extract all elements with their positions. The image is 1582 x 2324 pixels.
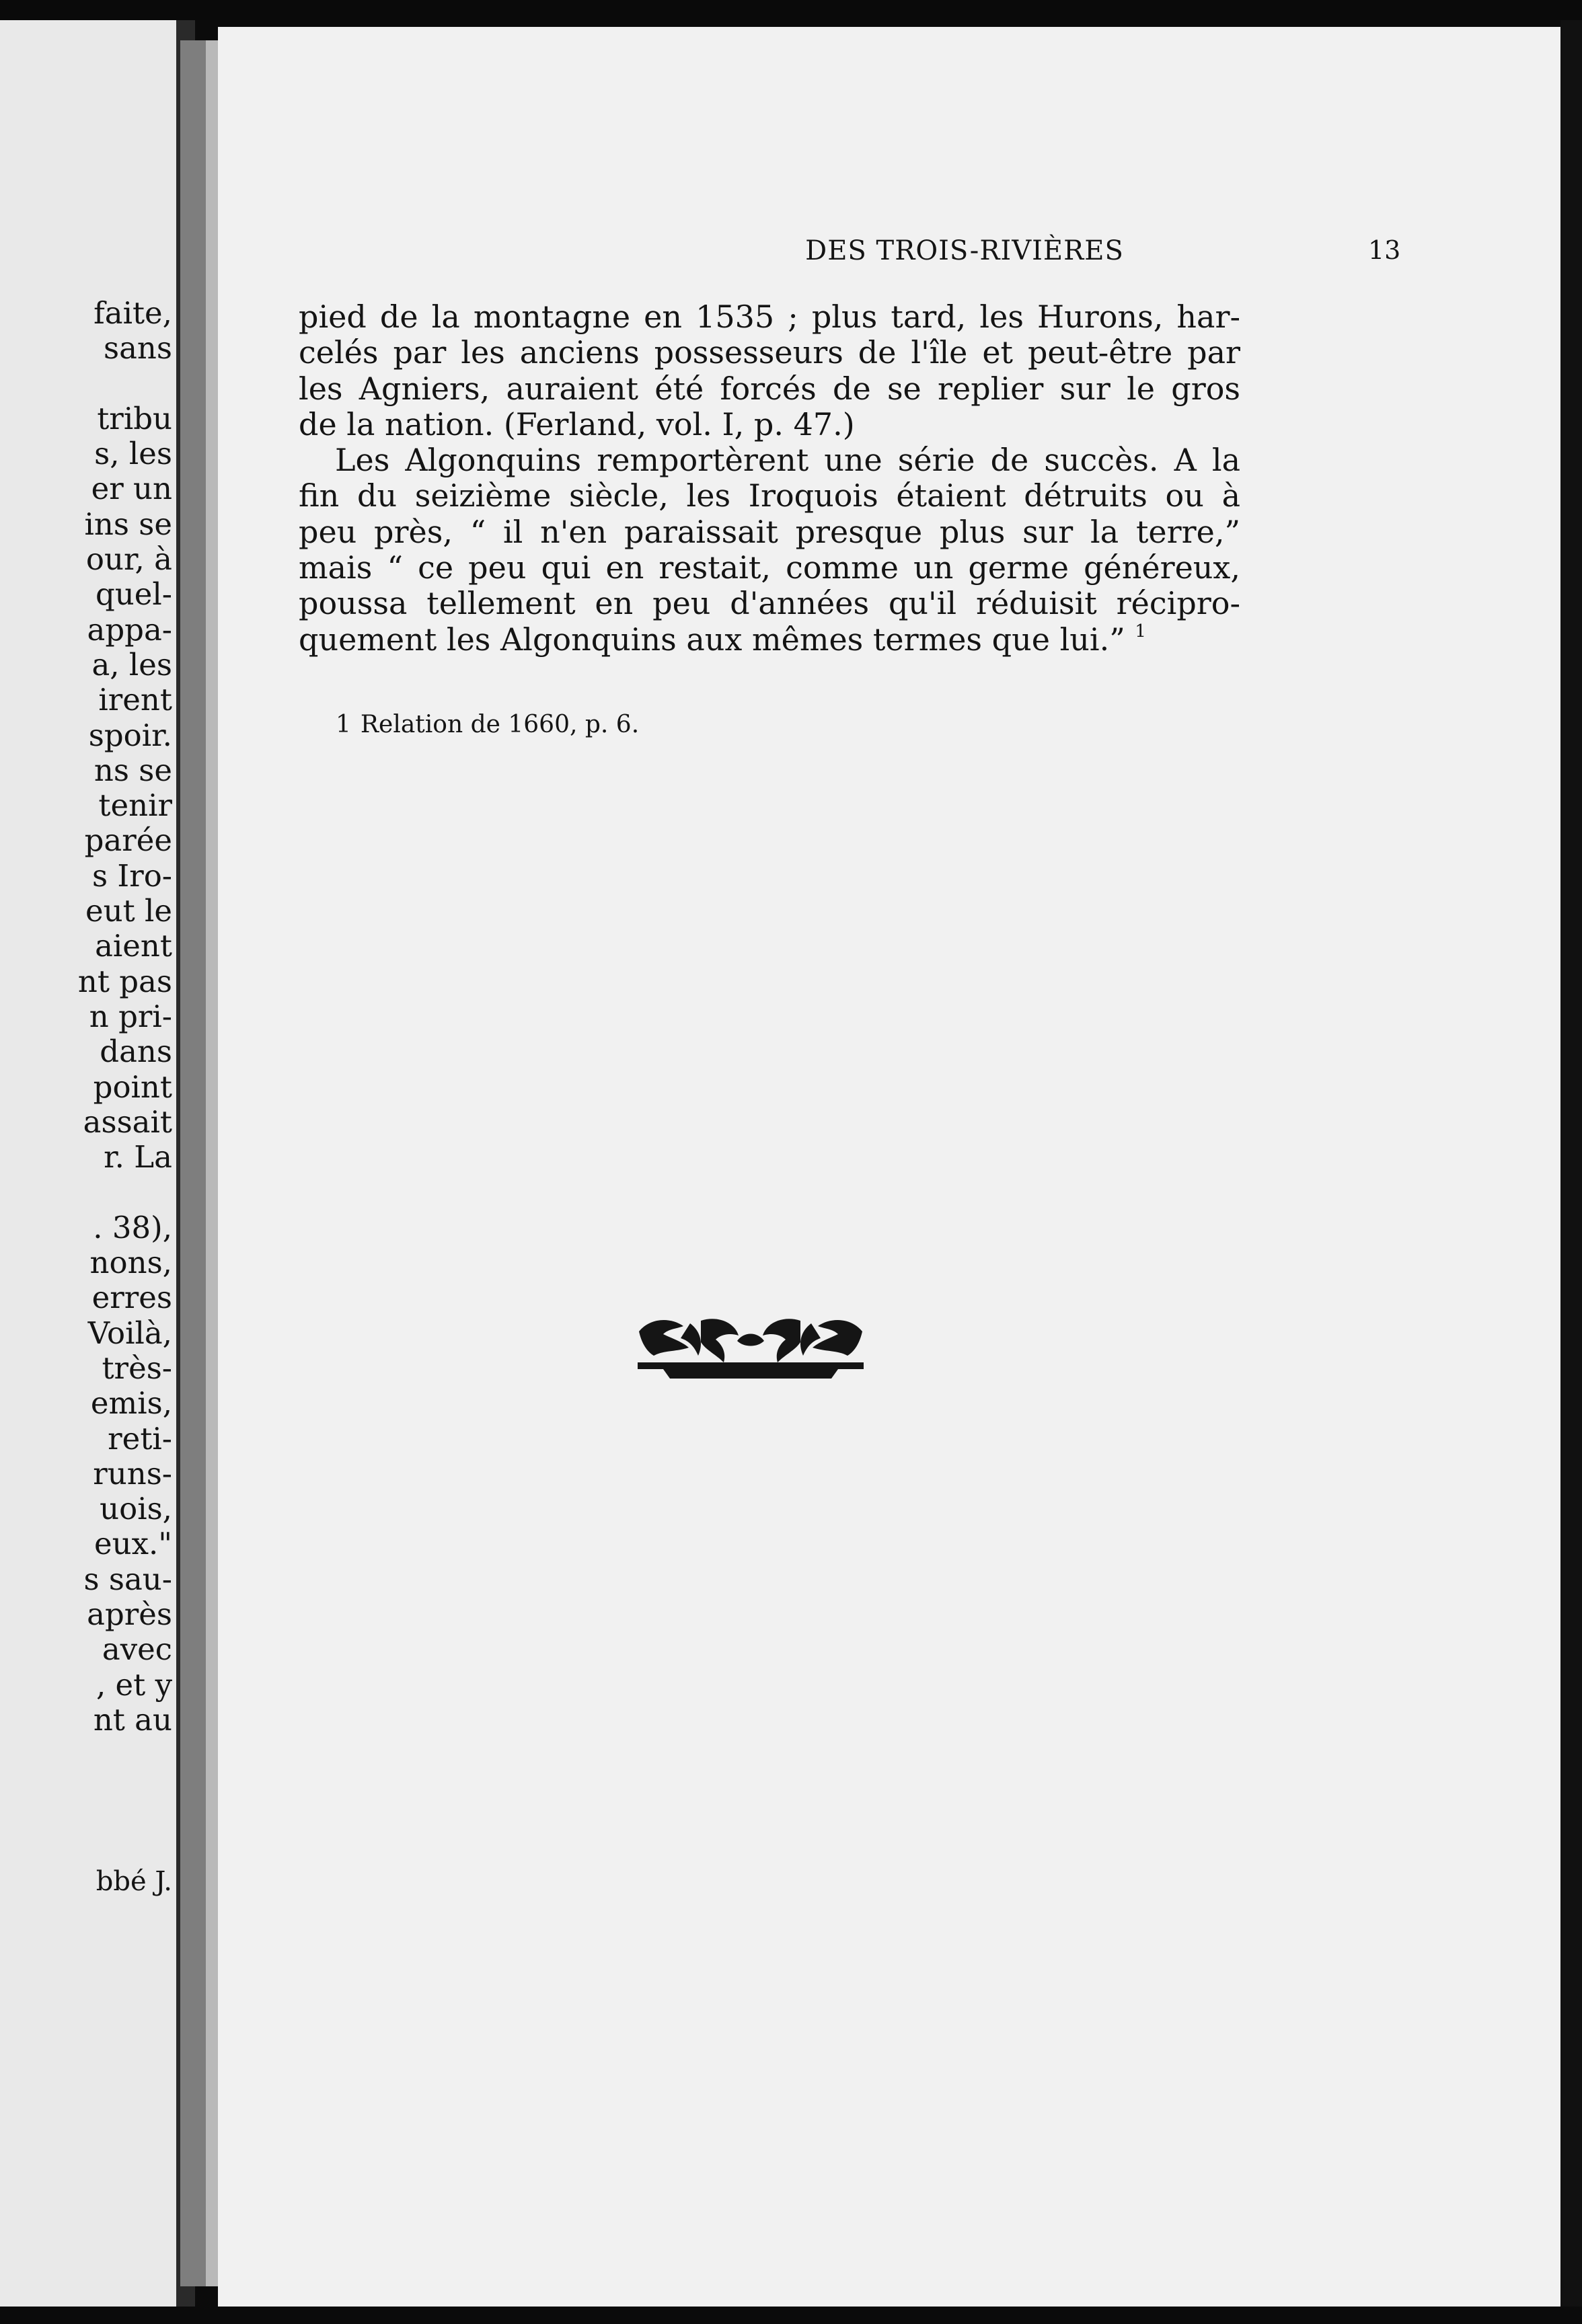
book-gutter: [180, 40, 206, 2286]
previous-page-line: uois,: [100, 1491, 172, 1527]
previous-page-line: nt au: [93, 1701, 172, 1738]
previous-page-line: après: [87, 1596, 172, 1632]
running-title: DES TROIS-RIVIÈRES: [805, 235, 1124, 266]
previous-page-line: aient: [95, 928, 172, 964]
footnote: [336, 711, 648, 738]
previous-page-footnote: bbé J.: [96, 1866, 172, 1897]
text-line: Les Algonquins remportèrent une série de succès. A la: [335, 442, 1240, 479]
previous-page-line: [0, 1175, 172, 1210]
text-line-with-note: [299, 622, 1240, 658]
footnote-text: Relation de 1660, p. 6.: [360, 711, 640, 738]
book-gutter-highlight: [206, 40, 218, 2286]
previous-page-line: point: [93, 1069, 172, 1105]
previous-page-line: nt pas: [77, 963, 172, 999]
previous-page-line: our, à: [85, 541, 172, 578]
scan-bottom-border: [0, 2307, 1582, 2324]
previous-page-line: er un: [91, 471, 172, 507]
previous-page-line: eux.": [94, 1526, 172, 1562]
previous-page-line: r. La: [104, 1139, 172, 1175]
previous-page-line: erres: [91, 1280, 172, 1316]
text-line: celés par les anciens possesseurs de l'île et peut-être par: [299, 334, 1240, 371]
text-line: de la nation. (Ferland, vol. I, p. 47.): [299, 405, 855, 442]
previous-page-line: dans: [100, 1034, 172, 1070]
previous-page-line: sans: [104, 330, 172, 366]
previous-page-line: ins se: [84, 506, 172, 542]
text-line: mais “ ce peu qui en restait, comme un germe généreux,: [299, 549, 1240, 586]
text-line: pied de la montagne en 1535 ; plus tard, les Hurons, har-: [299, 299, 1240, 335]
previous-page-line: s sau-: [83, 1561, 172, 1597]
page: [218, 27, 1560, 2307]
scan-top-border: [0, 0, 1582, 20]
previous-page-line: reti-: [108, 1420, 172, 1457]
previous-page-line: quel-: [95, 576, 172, 613]
previous-page-line: tribu: [97, 400, 172, 436]
previous-page-line: runs-: [93, 1455, 172, 1492]
text-line: fin du seizième siècle, les Iroquois étaient détruits ou à: [299, 477, 1240, 514]
previous-page-line: faite,: [93, 295, 172, 331]
footnote-number: 1: [336, 711, 351, 738]
text-line: peu près, “ il n'en paraissait presque plus sur la terre,”: [299, 513, 1240, 550]
previous-page-line: [0, 366, 172, 401]
previous-page-line: avec: [102, 1631, 172, 1668]
previous-page-line: ns se: [93, 752, 172, 788]
text-line: poussa tellement en peu d'années qu'il réduisit récipro-: [299, 585, 1240, 622]
previous-page-line: parée: [84, 822, 172, 859]
previous-page-line: appa-: [87, 611, 172, 648]
scan-right-border: [1560, 20, 1582, 2324]
previous-page-line: irent: [98, 682, 172, 718]
tailpiece-ornament: [636, 1311, 865, 1385]
previous-page-line: assait: [83, 1103, 172, 1140]
previous-page-line: eut le: [85, 893, 172, 929]
previous-page-fragment: [0, 20, 176, 2307]
body-text: [299, 299, 1240, 658]
text-line: quement les Algonquins aux mêmes termes que lui.”: [299, 621, 1125, 658]
previous-page-line: tenir: [98, 787, 172, 824]
previous-page-line: s Iro-: [92, 857, 172, 894]
previous-page-text: [0, 296, 172, 1738]
page-number: 13: [1368, 235, 1401, 265]
previous-page-line: , et y: [96, 1666, 172, 1703]
footnote-reference: 1: [1135, 621, 1146, 642]
previous-page-line: Voilà,: [87, 1315, 172, 1351]
text-line: les Agniers, auraient été forcés de se replier sur le gros: [299, 370, 1240, 407]
previous-page-line: a, les: [91, 646, 172, 683]
previous-page-line: nons,: [89, 1245, 172, 1281]
previous-page-line: . 38),: [93, 1209, 172, 1245]
previous-page-line: très-: [102, 1350, 172, 1386]
previous-page-line: s, les: [94, 436, 172, 472]
previous-page-line: emis,: [90, 1385, 172, 1422]
previous-page-line: spoir.: [88, 717, 172, 753]
previous-page-line: n pri-: [89, 998, 172, 1034]
